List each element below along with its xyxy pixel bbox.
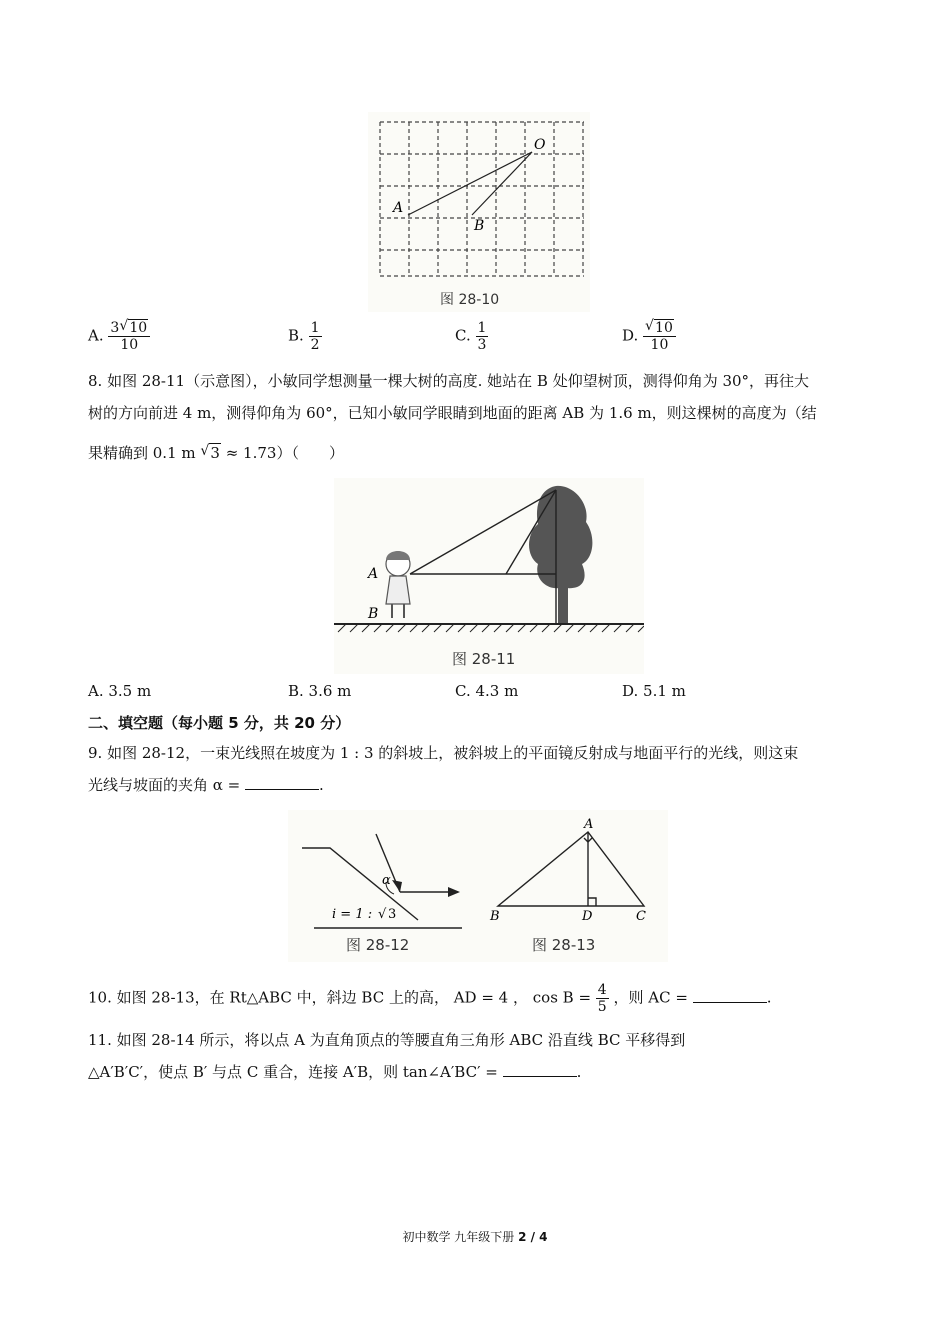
q10-line: 10. 如图 28-13，在 Rt△ABC 中，斜边 BC 上的高， AD = 4 ， cos B = $\frac{4}{5}$ ，则 AC = .: [88, 982, 772, 1015]
label-a: A: [368, 566, 379, 582]
section-title: 二、填空题（每小题 5 分，共 20 分）: [88, 714, 351, 732]
figure-28-11-drawing: [334, 478, 644, 674]
alpha-label: α: [382, 873, 391, 888]
fraction: $\frac{1}{3}$: [477, 320, 487, 353]
slope-radicand: 3: [388, 907, 397, 922]
label-a: A: [393, 200, 404, 216]
fraction: $\frac{3√ 10}{10}$: [108, 320, 150, 353]
q11-line-1: 11. 如图 28-14 所示，将以点 A 为直角顶点的等腰直角三角形 ABC 沿直线 BC 平移得到: [88, 1031, 686, 1049]
label-b: B: [474, 218, 485, 234]
answer-blank: [693, 988, 767, 1003]
q8-line-2: 树的方向前进 4 m，测得仰角为 60°，已知小敏同学眼睛到地面的距离 AB 为 1.6 m，则这棵树的高度为（结: [88, 404, 817, 422]
footer-text: 初中数学 九年级下册: [402, 1230, 519, 1244]
figure-28-11: [334, 478, 644, 674]
option-prefix: B.: [288, 326, 304, 345]
figure-caption-12: 图 28-12: [346, 936, 410, 954]
label-c: C: [636, 909, 646, 924]
figure-28-10: [368, 112, 590, 312]
q8-option-a: A. 3.5 m: [88, 682, 152, 700]
figure-28-10-drawing: [368, 112, 590, 312]
label-d: D: [582, 909, 593, 924]
label-o: O: [534, 137, 546, 153]
q7-option-a: [88, 320, 150, 353]
fraction: √ $\frac{10}{10}$: [643, 320, 676, 353]
svg-text:√: √: [378, 907, 387, 922]
fraction: $\frac{1}{2}$: [310, 320, 320, 353]
answer-blank: [245, 775, 319, 790]
q9-line-1: 9. 如图 28-12，一束光线照在坡度为 1 : 3 的斜坡上，被斜坡上的平面镜反射成与地面平行的光线，则这束: [88, 744, 799, 762]
figures-28-12-13: [288, 810, 668, 962]
q7-option-b: [288, 320, 322, 353]
option-prefix: A.: [88, 326, 104, 345]
label-b: B: [368, 606, 379, 622]
q8-option-c: C. 4.3 m: [455, 682, 519, 700]
q8-line-1: 8. 如图 28-11（示意图），小敏同学想测量一棵大树的高度. 她站在 B 处仰望树顶，测得仰角为 30°，再往大: [88, 372, 810, 390]
label-b: B: [490, 909, 500, 924]
figures-28-12-13-drawing: [288, 810, 668, 962]
figure-caption: 图 28-10: [440, 292, 500, 308]
figure-caption: 图 28-11: [452, 650, 516, 668]
fraction: $\frac{4}{5}$: [597, 982, 607, 1015]
answer-blank: [503, 1062, 577, 1077]
page-number: 2 / 4: [518, 1230, 548, 1244]
q8-line-3: 果精确到 0.1 m √ 3 ≈ 1.73）（ ）: [88, 443, 344, 463]
q8-option-b: B. 3.6 m: [288, 682, 352, 700]
option-prefix: D.: [622, 326, 639, 345]
q8-option-d: D. 5.1 m: [622, 682, 686, 700]
figure-caption-13: 图 28-13: [532, 936, 596, 954]
q7-option-c: [455, 320, 488, 353]
q9-line-2: 光线与坡面的夹角 α = .: [88, 776, 324, 794]
page-footer: [0, 1228, 950, 1245]
tree-trunk: [558, 578, 568, 624]
option-prefix: C.: [455, 326, 471, 345]
q11-line-2: △A′B′C′，使点 B′ 与点 C 重合，连接 A′B，则 tan∠A′BC′ = .: [88, 1063, 582, 1081]
label-a: A: [584, 817, 594, 832]
slope-label: i = 1 :: [332, 907, 373, 922]
q7-option-d: [622, 320, 676, 353]
